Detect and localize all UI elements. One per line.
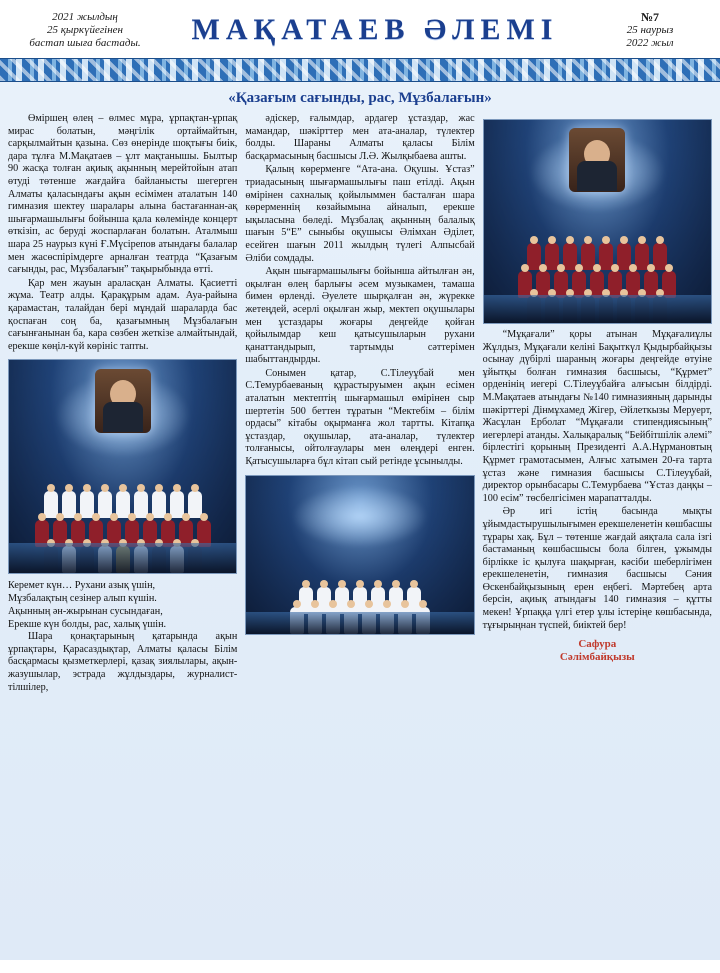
col3-paragraph-1: “Мұқағали” қоры атынан Мұқағалиұлы Жұлдыз, Мұқағали келіні Бақыткүл Қыдырбайқызы осынау дүбірлі шараның жоғары деңгейде өтуіне ұйытқы болған гимназия басшысы, “Құрмет” орденінің иегері С.Тілеуұбайға алғысын білдірді. М.Мақатаев атындағы №140 гимназияның дарынды шәкірттері Дінмұхамед Жігер, Әйлеткызы Меруерт, Жасұлан Ерболат “Мұқағали стипендиясының” иегерлері атанды. Халықаралық “Бейбітшілік әлемі” бірлестігі қорының Президенті А.А.Нұрмановтың Құрмет грамотасымен, Алғыс хатымен 20-ға тарта ұстаз және гимназия басшысы С.Тілеуұбай, директор орынбасары С.Темурбаева “Ұстаз даңқы – 100 есім” төсбелгісімен марапатталды. [482,329,712,504]
article-columns [0,113,720,973]
masthead-right-info [590,11,710,50]
column-3 [483,113,712,965]
page-headline: «Қазағым сағынды, рас, Мұзбалағын» [228,90,492,106]
stage-floor-2 [246,612,473,634]
col1-paragraph-1: Өміршең өлең – өлмес мұра, ұрпақтан-ұрпақ мирас болатын, мәңгілік ортаймайтын, сарқылмайтын қазына. Сөз өнерінде шоқтығы биік, дара тұлға М.Мақатаев – ұлт мақтанышы. Былтыр 90 жасқа толған ақиық ақынның мерейтойын атап өтуді төтенше жағдайға байланысты шегерген Алматы қаласындағы ақын есімімен аталатын 140 гимназия шектеу шаралары алына бастағаннан-ақ шығармашылығы бойынша қала көлемінде концерт өткізіп, ас беруді жоспарлаған болатын. Аталмыш шара 25 наурыз күні Ғ.Мүсірепов атындағы балалар мен жасөспірімдерге арналған театрда “Қазағым сағынды, рас, Мұзбалағын” тақырыбында өтті. [8,113,238,276]
caption-poem-line-2: Мұзбалақтың сезінер алып күшін. [8,593,157,605]
author-last-name: Сәлімбайқызы [559,651,635,664]
author-first-name: Сафура [578,638,617,651]
caption-poem-line-4: Ерекше күн болды, рас, халық үшін. [8,619,167,631]
masthead-founded-line2: 25 қыркүйегінен [46,23,124,36]
stage-floor [9,543,236,573]
ornament-band [0,58,720,82]
photo-choir-performance [8,359,237,574]
issue-date-day: 25 наурыз [626,23,674,36]
masthead-founded-line1: 2021 жылдың [52,10,118,23]
stage-background-2 [246,476,473,634]
col3-paragraph-2: Әр игі істің басында мықты ұйымдастырушылығымен ерекшеленетін көшбасшы тұрары хақ. Бұл – төтенше жағдай аяқтала сала ізгі бастаманың көшбасшысы бола білген, ұжымды бірлікке іс қылуға шақырған, кәсіби шеберлігімен ерекшеленетін, гимназия басшысы Сәния Өскенбайқызының ерен еңбегі. Мәртебең арта берсін, ақиық атындағы 140 гимназия – құтты мекен! Ұрпаққа үлгі етер ұлы істеріңе көшбасында, тұғырыңнан түспей, биіктей бер! [482,506,712,631]
issue-number: №7 [640,9,660,24]
column-2 [245,113,474,965]
col2-paragraph-3: Ақын шығармашылығы бойынша айтылған ән, оқылған өлең барлығы әсем музыкамен, тамаша бимен өрленді. Әуелете шырқалған ән, жүрекке жетеңдей, әсерлі оқылған жыр, мектеп оқушылары мен ұстаздары жоғары деңгейде қойған қойылымдар кеш қатысушыларын рухани қанаттандырып, тартымды сәттерімен шабыттандырды. [245,266,475,366]
col2-paragraph-1: әдіскер, ғалымдар, ардагер ұстаздар, жас мамандар, шәкірттер мен ата-аналар, түлектер болды. Шараны Алматы қаласы Білім басқармасының басшысы Л.Ә. Жылқыбаева ашты. [245,113,475,162]
masthead-founded-line3: бастап шыға бастады. [29,36,141,49]
caption-poem [8,579,237,631]
caption-poem-line-1: Керемет күн… Рухани азық үшін, [8,580,156,592]
photo-stage-ensemble [245,475,474,635]
stage-background [9,360,236,573]
stage-background-3 [484,120,711,323]
col2-paragraph-4: Сонымен қатар, С.Тілеуұбай мен С.Темурбаеваның құрастыруымен ақын есімен аталатын мектептің шығармашыл өмірінен сыр шертетін 500 беттен тұратын “Мектебім – білім ордасы” кітабы оқырманға жол тартты. Кітапқа ұстаздар, оқушылар, ата-аналар, түлектер толғанысы, ойтолғаулары мен өлеңдері енген. Қатысушыларға бұл кітап сый ретінде ұсынылды. [245,367,475,468]
poet-portrait-banner-2 [569,128,625,192]
photo-poet-and-choir [483,119,712,324]
masthead-left-info [10,11,160,50]
issue-date-year: 2022 жыл [626,36,674,49]
masthead [0,0,720,58]
col1-caption-text: Шара қонақтарының қатарында ақын ұрпақтары, Қарасаздықтар, Алматы қаласы Білім басқармасы қызметкерлері, қазақ зиялылары, ақын-жазушылар, эстрада жұлдыздары, журналист-тілшілер, [8,631,238,693]
column-1 [8,113,237,965]
poet-portrait-banner [95,369,151,433]
author-signature [483,638,712,664]
col2-paragraph-2: Қалың көрерменге “Ата-ана. Оқушы. Ұстаз” триадасының шығармашылығы паш етілді. Ақын өмірінен сахналық қойылыммен басталған шара көрерменнің көзайымына айналып, ерекше ықыласына бөледі. Мұзбалақ ақынның балалық шағын 5“Е” сыныбы оқушысы Әлімхан Әділет, есейген шағын 2011 жылдың түлегі Алпысбай Әліби сомдады. [245,164,475,264]
stage-floor-3 [484,295,711,323]
newspaper-title: МАҚАТАЕВ ӘЛЕМІ [191,13,559,46]
col1-paragraph-2: Қар мен жауын араласқан Алматы. Қасиетті жұма. Театр алды. Қарақұрым адам. Ауа-райына қарамастан, талайдан бері мұндай шараларда бас қоспаған соң ба, қазағымның Мұзбалағын сағынғанынан ба, кара сөзбен жеткізе алмайтындай, ерекше көңіл-күй көрініс тапты. [8,277,238,352]
caption-poem-line-3: Ақынның ән-жырынан сусындаған, [8,606,163,618]
